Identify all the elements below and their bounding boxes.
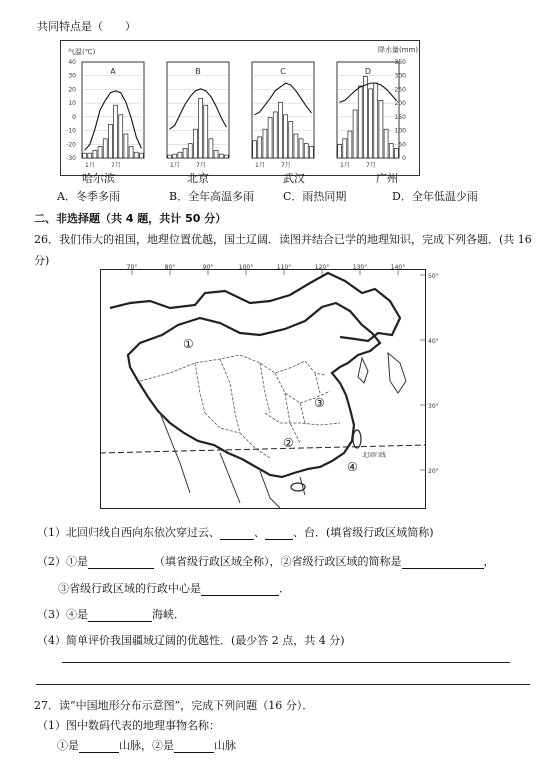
right-tick-label: 300 — [394, 72, 406, 80]
precip-bar — [98, 146, 102, 158]
precip-bar — [139, 153, 143, 158]
marker-4: ④ — [347, 460, 358, 474]
q26-sub3 — [37, 606, 185, 622]
map-frame — [101, 270, 426, 509]
q26-sub1-text-b: 、 — [254, 526, 265, 539]
precip-bar — [219, 154, 223, 158]
lon-label: 120° — [314, 264, 330, 271]
left-axis-label: 气温(℃) — [68, 48, 96, 56]
city-label-a: 哈尔滨 — [82, 172, 115, 185]
tropic-label: 北回归线 — [362, 452, 387, 459]
precip-bar — [394, 148, 398, 158]
left-tick-label: 20 — [68, 86, 76, 94]
precip-bar — [88, 153, 92, 158]
precip-bar — [124, 134, 128, 158]
precip-bar — [83, 153, 87, 158]
precip-bar — [384, 129, 388, 158]
climate-panel-c — [252, 62, 314, 169]
left-tick-label: 30 — [68, 72, 76, 80]
precip-bar — [268, 118, 272, 158]
month-label: 7月 — [366, 162, 376, 169]
right-axis-ticks — [395, 59, 407, 162]
precip-bar — [129, 146, 133, 158]
precip-bar — [304, 144, 308, 158]
precip-bar — [389, 144, 393, 158]
lon-label: 80° — [164, 264, 176, 271]
precip-bar — [278, 102, 282, 158]
climate-panel-d — [337, 62, 399, 169]
precip-bar — [93, 150, 97, 158]
q27-sub1: （1）图中数码代表的地理事物名称： — [37, 719, 220, 732]
precip-bar — [224, 155, 228, 158]
lat-label: 40° — [428, 338, 439, 345]
question-intro: 共同特点是（ ） — [37, 20, 136, 33]
blank-27-1[interactable] — [79, 741, 119, 753]
lat-label: 50° — [428, 273, 439, 280]
precip-bar — [168, 155, 172, 158]
left-tick-label: 0 — [72, 113, 76, 121]
lat-label: 20° — [428, 468, 439, 475]
lon-label: 70° — [126, 264, 138, 271]
lon-label: 110° — [276, 264, 292, 271]
lon-label: 140° — [390, 264, 406, 271]
q26-sub2b-text-a: ③省级行政区域的行政中心是 — [58, 582, 201, 595]
precip-bar — [214, 150, 218, 158]
panel-label: D — [364, 67, 372, 76]
month-label: 7月 — [111, 162, 121, 169]
precip-bar — [363, 76, 367, 158]
precip-bar — [183, 148, 187, 158]
precip-bar — [348, 131, 352, 158]
left-axis-ticks — [66, 59, 76, 162]
q26-sub2 — [37, 553, 495, 569]
climate-panel-a — [82, 62, 144, 169]
option-d: D．全年低温少雨 — [392, 190, 478, 203]
month-label: 1月 — [340, 162, 350, 169]
q26-stem-line1: 26．我们伟大的祖国，地理位置优越，国土辽阔．读图并结合已学的地理知识，完成下列各题．(共 16 — [34, 233, 532, 246]
right-tick-label: 100 — [394, 127, 406, 135]
left-tick-label: -30 — [66, 155, 76, 162]
q26-sub2-text-b: （填省级行政区域全称），②省级行政区域的简称是 — [154, 555, 402, 568]
q26-sub2-text-a: （2）①是 — [37, 555, 88, 568]
precip-bar — [263, 129, 267, 158]
blank-1a[interactable] — [220, 528, 254, 540]
precip-bar — [358, 86, 362, 158]
right-tick-label: 350 — [394, 59, 406, 66]
precip-bar — [188, 144, 192, 158]
left-tick-label: 40 — [68, 59, 76, 66]
precip-bar — [173, 154, 177, 158]
marker-1: ① — [183, 337, 194, 351]
precip-bar — [343, 139, 347, 158]
lat-label: 30° — [428, 403, 439, 410]
precip-bar — [353, 110, 357, 158]
precip-bar — [374, 83, 378, 158]
temperature-curve — [255, 83, 312, 115]
temperature-curve — [85, 91, 142, 151]
temperature-curve — [170, 89, 227, 129]
precip-bar — [299, 139, 303, 158]
precip-bar — [199, 98, 203, 158]
blank-3[interactable] — [88, 610, 152, 622]
q26-sub3-text-b: 海峡． — [152, 608, 185, 621]
precip-bar — [338, 145, 342, 158]
precip-bar — [273, 112, 277, 158]
panel-frame — [167, 62, 229, 158]
marker-3: ③ — [314, 396, 325, 410]
left-tick-label: -20 — [66, 141, 76, 149]
q26-sub3-text-a: （3）④是 — [37, 608, 88, 621]
month-label: 1月 — [85, 162, 95, 169]
marker-2: ② — [283, 436, 294, 450]
precip-bar — [284, 115, 288, 158]
left-tick-label: 10 — [68, 100, 76, 108]
climate-charts-figure — [60, 40, 420, 185]
q26-sub2b — [58, 580, 290, 596]
lon-label: 90° — [202, 264, 214, 271]
answer-line-2[interactable] — [36, 684, 530, 685]
q26-sub1-text-c: 、台．(填省级行政区域简称) — [293, 526, 434, 539]
precip-bar — [379, 100, 383, 158]
q26-sub1 — [37, 524, 434, 540]
blank-27-2[interactable] — [174, 741, 214, 753]
month-label: 1月 — [255, 162, 265, 169]
section-heading: 二、非选择题（共 4 题，共计 50 分） — [34, 212, 227, 225]
option-c: C．雨热同期 — [283, 190, 347, 203]
blank-2a[interactable] — [88, 557, 154, 569]
q26-sub2b-text-b: ． — [279, 582, 290, 595]
q26-sub1-text-a: （1）北回归线自西向东依次穿过云、 — [37, 526, 220, 539]
precip-bar — [178, 152, 182, 158]
precip-bar — [114, 105, 118, 158]
precip-bar — [253, 141, 257, 158]
blank-2b[interactable] — [402, 557, 484, 569]
precip-bar — [204, 105, 208, 158]
lon-label: 100° — [238, 264, 254, 271]
precip-bar — [108, 124, 112, 158]
q26-sub2-text-c: ， — [483, 555, 495, 568]
precip-bar — [258, 137, 262, 158]
q26-sub4: （4）简单评价我国疆域辽阔的优越性．(最少答 2 点，共 4 分) — [37, 634, 345, 647]
temperature-curve — [340, 83, 397, 102]
panel-label: A — [110, 67, 116, 76]
month-label: 7月 — [196, 162, 206, 169]
month-label: 1月 — [170, 162, 180, 169]
precip-bar — [369, 89, 373, 158]
q27-sub1b-text-c: 山脉 — [214, 739, 236, 752]
right-tick-label: 50 — [398, 141, 406, 149]
q27-stem: 27．读“中国地形分布示意图”，完成下列问题（16 分）． — [34, 699, 314, 712]
right-axis-label: 降水量(mm) — [378, 46, 419, 54]
option-a: A．冬季多雨 — [57, 190, 120, 203]
right-tick-label: 200 — [394, 100, 406, 108]
climate-panels — [82, 62, 399, 169]
panel-frame — [82, 62, 144, 158]
precip-bar — [103, 139, 107, 158]
panel-label: B — [195, 67, 201, 76]
q27-sub1b — [57, 737, 236, 753]
city-label-d: 广州 — [376, 172, 398, 185]
option-b: B．全年高温多雨 — [169, 190, 255, 203]
right-tick-label: 0 — [402, 155, 406, 162]
q26-stem-line2: 分) — [34, 254, 50, 267]
precip-bar — [193, 129, 197, 158]
lon-label: 130° — [352, 264, 368, 271]
precip-bar — [209, 139, 213, 158]
panel-label: C — [280, 67, 286, 76]
blank-1b[interactable] — [265, 528, 293, 540]
answer-line-1[interactable] — [62, 662, 510, 663]
precip-bar — [309, 146, 313, 158]
left-tick-label: -10 — [66, 127, 76, 135]
right-tick-label: 150 — [394, 113, 406, 121]
month-label: 7月 — [281, 162, 291, 169]
climate-panel-b — [167, 62, 229, 169]
q27-sub1b-text-b: 山脉，②是 — [119, 739, 174, 752]
q27-sub1b-text-a: ①是 — [57, 739, 79, 752]
city-label-c: 武汉 — [283, 172, 305, 185]
blank-2c[interactable] — [201, 584, 279, 596]
right-tick-label: 250 — [394, 86, 406, 94]
precip-bar — [134, 152, 138, 158]
precip-bar — [294, 134, 298, 158]
precip-bar — [289, 122, 293, 158]
china-map — [100, 263, 440, 515]
precip-bar — [119, 115, 123, 158]
city-label-b: 北京 — [187, 172, 209, 185]
